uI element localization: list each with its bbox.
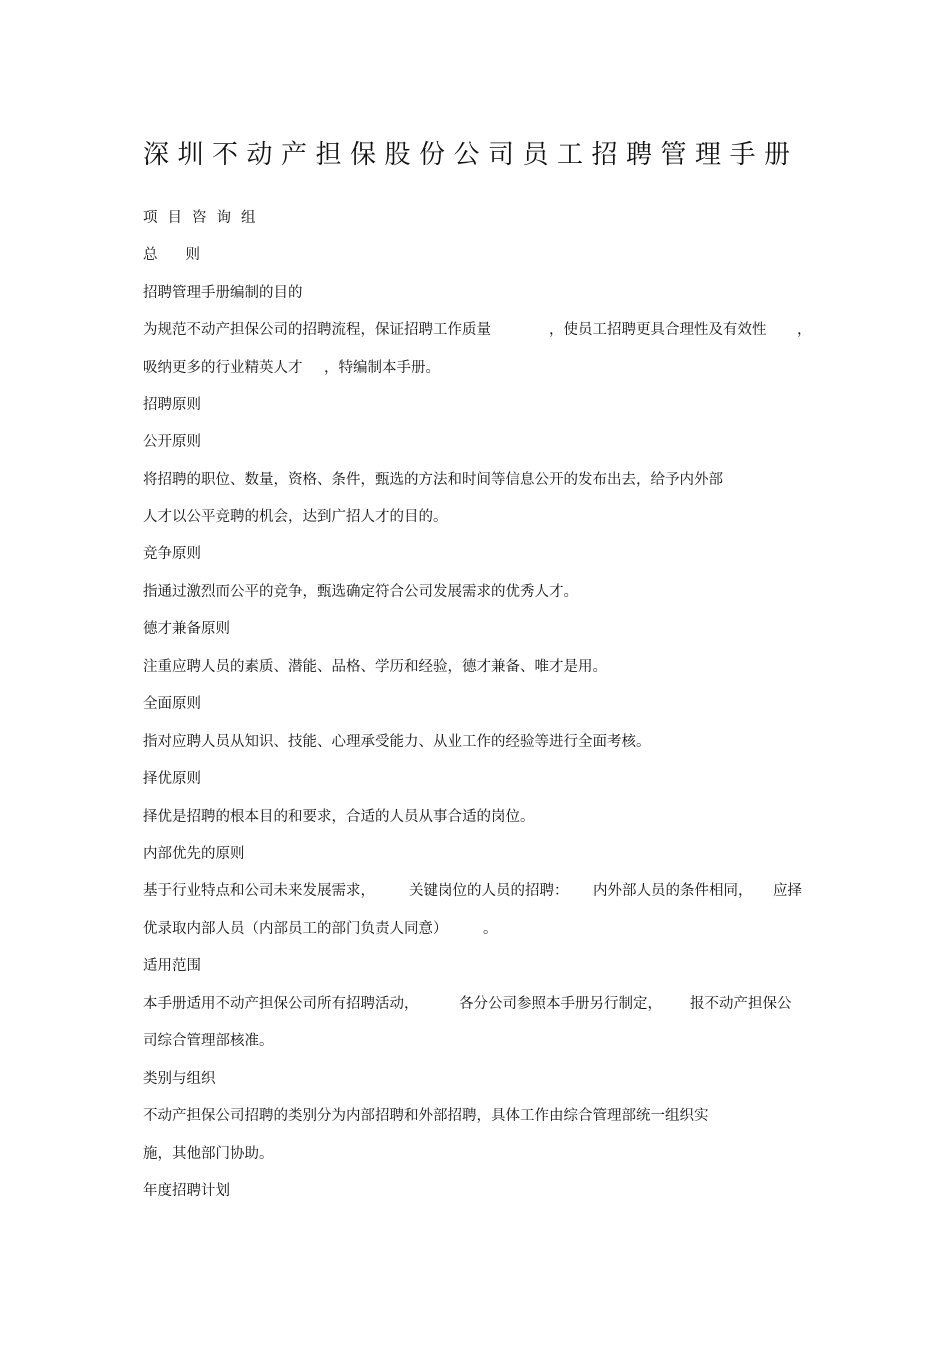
annual-plan-heading: 年度招聘计划 — [143, 1183, 230, 1199]
internal-text-e: 优录取内部人员（内部员工的部门负责人同意） — [143, 921, 448, 937]
select-principle-heading: 择优原则 — [143, 771, 201, 787]
compete-principle-heading: 竞争原则 — [143, 546, 201, 562]
internal-text-d: 应择 — [773, 883, 802, 899]
general-heading: 总则 — [143, 247, 228, 263]
category-heading: 类别与组织 — [143, 1071, 216, 1087]
internal-principle-heading: 内部优先的原则 — [143, 846, 245, 862]
open-principle-heading: 公开原则 — [143, 434, 201, 450]
scope-text-b: 各分公司参照本手册另行制定， — [459, 996, 662, 1012]
open-principle-line-2: 人才以公平竞聘的机会，达到广招人才的目的。 — [143, 509, 448, 525]
document-title: 深圳不动产担保股份公司员工招聘管理手册 — [143, 140, 799, 170]
internal-text-f: 。 — [483, 921, 498, 937]
internal-text-c: 内外部人员的条件相同， — [593, 883, 753, 899]
category-line-1: 不动产担保公司招聘的类别分为内部招聘和外部招聘，具体工作由综合管理部统一组织实 — [143, 1108, 709, 1124]
category-line-2: 施，其他部门协助。 — [143, 1146, 274, 1162]
purpose-text-c: ， — [797, 322, 812, 338]
purpose-text-d: 吸纳更多的行业精英人才 — [143, 360, 303, 376]
virtue-principle-line-1: 注重应聘人员的素质、潜能、品格、学历和经验，德才兼备、唯才是用。 — [143, 659, 607, 675]
project-group-label: 项目咨询组 — [143, 210, 266, 226]
internal-text-a: 基于行业特点和公司未来发展需求， — [143, 883, 375, 899]
compete-principle-line-1: 指通过激烈而公平的竞争，甄选确定符合公司发展需求的优秀人才。 — [143, 584, 578, 600]
purpose-text-b: ，使员工招聘更具合理性及有效性 — [549, 322, 767, 338]
scope-text-c: 报不动产担保公 — [690, 996, 792, 1012]
purpose-heading: 招聘管理手册编制的目的 — [143, 285, 303, 301]
full-principle-line-1: 指对应聘人员从知识、技能、心理承受能力、从业工作的经验等进行全面考核。 — [143, 734, 651, 750]
full-principle-heading: 全面原则 — [143, 696, 201, 712]
purpose-text-e: ，特编制本手册。 — [324, 360, 440, 376]
principles-heading: 招聘原则 — [143, 397, 201, 413]
select-principle-line-1: 择优是招聘的根本目的和要求，合适的人员从事合适的岗位。 — [143, 809, 535, 825]
scope-text-a: 本手册适用不动产担保公司所有招聘活动， — [143, 996, 419, 1012]
scope-heading: 适用范围 — [143, 958, 201, 974]
scope-line-2: 司综合管理部核准。 — [143, 1033, 274, 1049]
internal-text-b: 关键岗位的人员的招聘： — [409, 883, 569, 899]
virtue-principle-heading: 德才兼备原则 — [143, 621, 230, 637]
purpose-text-a: 为规范不动产担保公司的招聘流程，保证招聘工作质量 — [143, 322, 491, 338]
open-principle-line-1: 将招聘的职位、数量，资格、条件，甄选的方法和时间等信息公开的发布出去，给予内外部 — [143, 472, 723, 488]
